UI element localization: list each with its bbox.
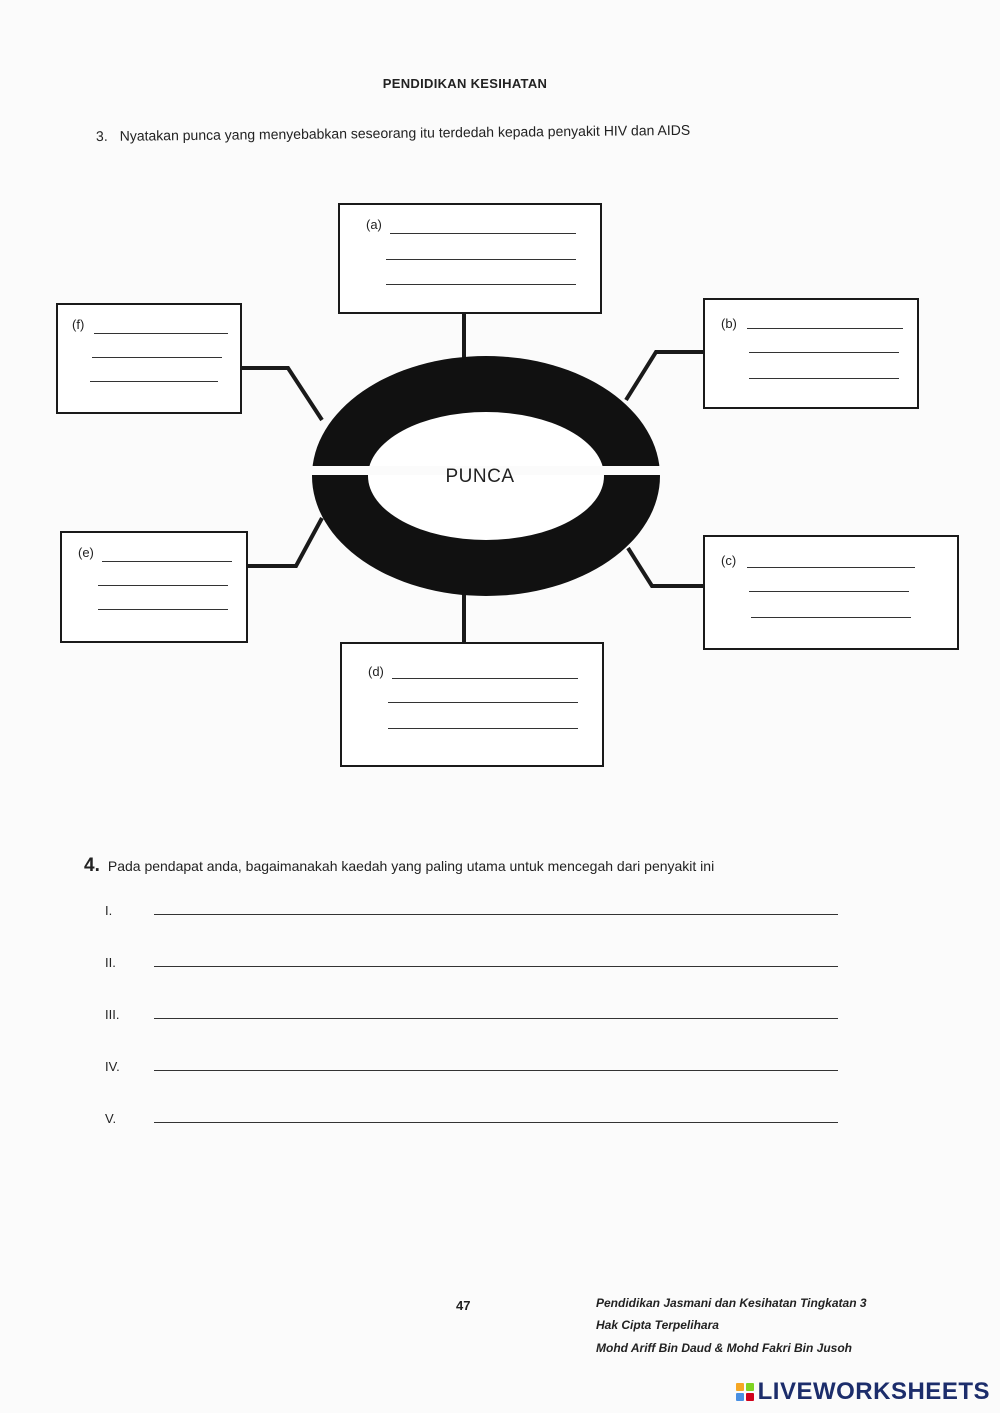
answer-line-5[interactable] [154,1122,838,1123]
box-c-line-1 [747,567,915,568]
box-d-line-1 [392,678,578,679]
box-b-line-1 [747,328,903,329]
page-number: 47 [456,1298,471,1313]
answer-box-f[interactable] [56,303,242,414]
liveworksheets-text: LIVEWORKSHEETS [757,1378,990,1405]
connector-e [248,518,322,566]
footer-authors: Mohd Ariff Bin Daud & Mohd Fakri Bin Jusoh [596,1341,852,1355]
box-d-line-3 [388,728,578,729]
center-label-punca: PUNCA [445,466,515,487]
box-c-label: (c) [721,553,737,568]
box-d-label: (d) [368,664,384,679]
box-b-line-2 [749,352,899,353]
question-4 [84,855,714,877]
box-b-label: (b) [721,316,737,331]
connector-f [240,368,322,420]
box-a-line-1 [390,233,576,234]
box-e-label: (e) [78,545,94,560]
answer-label-5: V. [105,1111,117,1126]
answer-label-4: IV. [105,1059,120,1074]
connector-c [628,548,704,586]
question-3-text: Nyatakan punca yang menyebabkan seseorang itu terdedah kepada penyakit HIV dan AIDS [119,121,691,144]
liveworksheets-watermark [736,1378,990,1406]
footer-book-title: Pendidikan Jasmani dan Kesihatan Tingkatan 3 [596,1296,867,1310]
answer-line-2[interactable] [154,966,838,967]
footer-copyright: Hak Cipta Terpelihara [596,1318,719,1332]
connector-b [626,352,705,400]
answer-box-e[interactable] [60,531,248,643]
answer-box-a[interactable] [338,203,602,314]
box-a-line-2 [386,259,576,260]
box-f-line-2 [92,357,222,358]
answer-label-3: III. [105,1007,120,1022]
answer-box-d[interactable] [340,642,604,767]
liveworksheets-logo-icon [736,1383,754,1401]
question-3-number: 3. [95,127,108,144]
box-c-line-2 [749,591,909,592]
page-header: PENDIDIKAN KESIHATAN [382,76,548,91]
box-a-label: (a) [366,217,382,232]
box-d-line-2 [388,702,578,703]
answer-label-1: I. [105,903,113,918]
answer-label-2: II. [105,955,116,970]
box-e-line-1 [102,561,232,562]
question-4-text: Pada pendapat anda, bagaimanakah kaedah yang paling utama untuk mencegah dari penyakit ini [107,858,715,874]
box-c-line-3 [751,617,911,618]
box-f-line-1 [94,333,228,334]
answer-line-1[interactable] [154,914,838,915]
box-f-label: (f) [72,317,85,332]
answer-line-3[interactable] [154,1018,838,1019]
box-f-line-3 [90,381,218,382]
box-e-line-3 [98,609,228,610]
answer-box-b[interactable] [703,298,919,409]
box-a-line-3 [386,284,576,285]
question-4-number: 4. [84,855,100,876]
box-b-line-3 [749,378,899,379]
box-e-line-2 [98,585,228,586]
answer-line-4[interactable] [154,1070,838,1071]
answer-box-c[interactable] [703,535,959,650]
